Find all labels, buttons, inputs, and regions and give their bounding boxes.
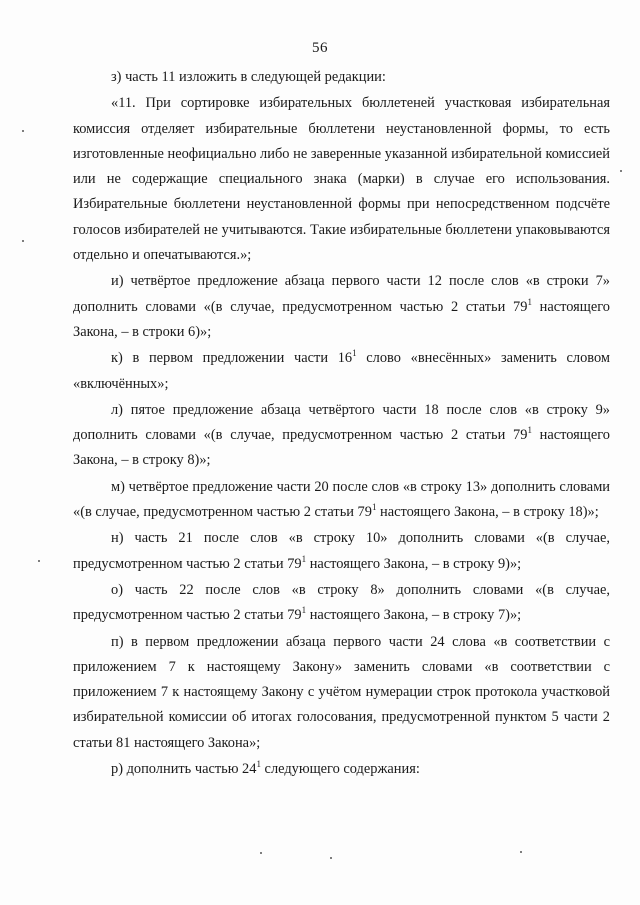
paragraph-k: к) в первом предложении части $16^1$ слово «внесённых» заменить словом «включённых»; xyxy=(73,348,610,392)
page-number: 56 xyxy=(312,40,328,56)
superscript: 1 xyxy=(256,759,261,770)
scan-speck xyxy=(520,851,522,853)
superscript: 1 xyxy=(371,502,377,513)
scan-speck xyxy=(620,170,622,172)
paragraph-n: н) часть 21 после слов «в строку 10» дополнить словами «(в случае, предусмотренном частью 2 статьи $79^1$ настоящего Закона, – в строку 9)»; xyxy=(73,530,610,572)
paragraph-r: р) дополнить частью $24^1$ следующего содержания: xyxy=(111,759,420,778)
paragraph-z: з) часть 11 изложить в следующей редакции: xyxy=(111,69,386,85)
superscript: 1 xyxy=(301,605,307,616)
superscript: 1 xyxy=(352,348,357,359)
paragraph-part-11-text: «11. При сортировке избирательных бюллетеней участковая избирательная комиссия отделяет избирательные бюллетени неустановленной формы, то есть изготовленные неофициально либо не заверенные указанной избирательной комиссией или не содержащие специального знака (марки) в случае его использования. Избирательные бюллетени неустановленной формы при непосредственном подсчёте голосов избирателей не учитываются. Такие избирательные бюллетени упаковываются отдельно и опечатываются.»; xyxy=(73,95,610,264)
scan-speck xyxy=(38,560,40,562)
scan-speck xyxy=(22,240,24,242)
paragraph-l: л) пятое предложение абзаца четвёртого части 18 после слов «в строку 9» дополнить словами «(в случае, предусмотренном частью 2 статьи $79^1$ настоящего Закона, – в строку 8)»; xyxy=(73,401,610,469)
document-body xyxy=(73,65,610,783)
scan-speck xyxy=(260,852,262,854)
paragraph-o: о) часть 22 после слов «в строку 8» дополнить словами «(в случае, предусмотренном частью 2 статьи $79^1$ настоящего Закона, – в строку 7)»; xyxy=(73,581,610,624)
superscript: 1 xyxy=(527,425,532,436)
scan-speck xyxy=(330,857,332,859)
scan-speck xyxy=(22,130,24,132)
superscript: 1 xyxy=(301,553,307,564)
paragraph-p: п) в первом предложении абзаца первого части 24 слова «в соответствии с приложением 7 к настоящему Закону» заменить словами «в соответствии с приложением 7 к настоящему Закону с учётом нумерации строк протокола участковой избирательной комиссии об итогах голосования, предусмотренной пунктом 5 части 2 статьи 81 настоящего Закона»; xyxy=(73,633,610,751)
paragraph-m: м) четвёртое предложение части 20 после слов «в строку 13» дополнить словами «(в случае, предусмотренном частью 2 статьи $79^1$ настоящего Закона, – в строку 18)»; xyxy=(73,478,610,521)
superscript: 1 xyxy=(527,296,532,307)
paragraph-i: и) четвёртое предложение абзаца первого части 12 после слов «в строки 7» дополнить словами «(в случае, предусмотренном частью 2 статьи $79^1$ настоящего Закона, – в строки 6)»; xyxy=(73,273,610,340)
